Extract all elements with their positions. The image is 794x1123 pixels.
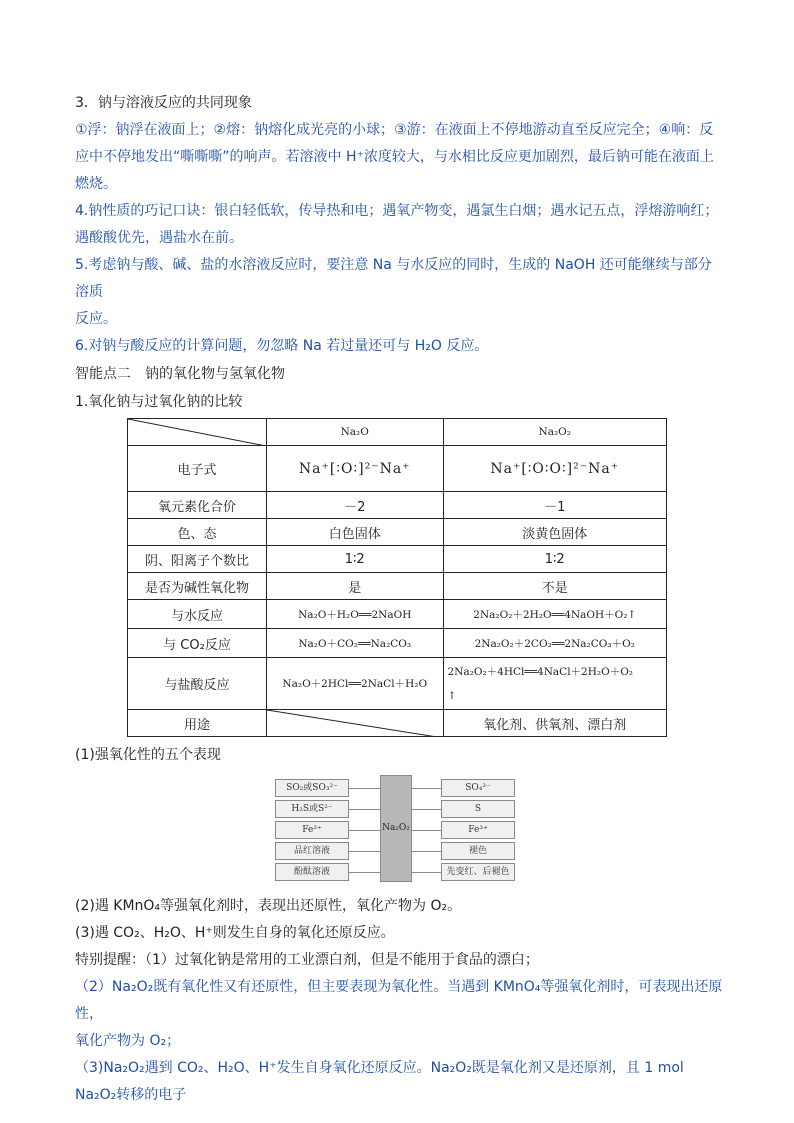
electron-formula-na2o: Na⁺[∶O∶]²⁻Na⁺ — [267, 446, 444, 492]
left-box: SO₂或SO₃²⁻ — [275, 779, 349, 797]
s6-line: 6.对钠与酸反应的计算问题，勿忽略 Na 若过量还可与 H₂O 反应。 — [75, 338, 489, 354]
tip2-line1: （2）Na₂O₂既有氧化性又有还原性，但主要表现为氧化性。当遇到 KMnO₄等强氧化剂时，可表现出还原性， — [75, 979, 723, 1022]
connector-line — [412, 851, 441, 852]
s5-line2: 反应。 — [75, 311, 117, 327]
s4-line1: 4.钠性质的巧记口诀：银白轻低软，传导热和电；遇氧产物变，遇氯生白烟；遇水记五点，浮熔游响红； — [75, 203, 719, 219]
cell — [443, 658, 667, 710]
left-box: 品红溶液 — [275, 842, 349, 860]
connector-line — [412, 872, 441, 873]
comparison-table — [127, 418, 667, 737]
s3-line1: ①浮：钠浮在液面上；②熔：钠熔化成光亮的小球；③游：在液面上不停地游动直至反应完全；④响：反 — [75, 122, 714, 138]
s4-line2: 遇酸酸优先，遇盐水在前。 — [75, 230, 243, 246]
diagonal-line — [128, 419, 266, 446]
cell: 不是 — [443, 573, 667, 600]
cell: 2Na₂O₂＋2H₂O══4NaOH＋O₂↑ — [443, 600, 667, 629]
row-label: 色、态 — [128, 519, 267, 546]
connector-line — [349, 851, 380, 852]
connector-line — [349, 830, 380, 831]
connector-line — [349, 809, 380, 810]
point1: (1)强氧化性的五个表现 — [75, 747, 221, 763]
tip2-line2: 氧化产物为 O₂； — [75, 1033, 181, 1049]
right-box: 褪色 — [441, 842, 515, 860]
corner-cell — [128, 419, 267, 446]
section3-title: 3．钠与溶液反应的共同现象 — [75, 95, 252, 111]
tip3-line: （3)Na₂O₂遇到 CO₂、H₂O、H⁺发生自身氧化还原反应。Na₂O₂既是氧化剂又是还原剂，且 1 mol Na₂O₂转移的电子 — [75, 1060, 684, 1103]
cell: 是 — [267, 573, 444, 600]
cell: Na₂O＋CO₂══Na₂CO₃ — [267, 629, 444, 658]
point2: (2)遇 KMnO₄等强氧化剂时，表现出还原性，氧化产物为 O₂。 — [75, 898, 462, 914]
right-box: S — [441, 800, 515, 818]
row-label: 与 CO₂反应 — [128, 629, 267, 658]
connector-line — [412, 809, 441, 810]
cell: Na₂O＋2HCl══2NaCl＋H₂O — [267, 658, 444, 710]
cell: 氧化剂、供氧剂、漂白剂 — [443, 710, 667, 737]
point3: (3)遇 CO₂、H₂O、H⁺则发生自身的氧化还原反应。 — [75, 925, 395, 941]
row-label: 用途 — [128, 710, 267, 737]
s3-line2: 应中不停地发出“嘶嘶嘶”的响声。若溶液中 H⁺浓度较大，与水相比反应更加剧烈，最后钠可能在液面上 — [75, 149, 714, 165]
s5-line1: 5.考虑钠与酸、碱、盐的水溶液反应时，要注意 Na 与水反应的同时，生成的 NaOH 还可能继续与部分溶质 — [75, 257, 712, 300]
diagonal-line — [267, 710, 437, 737]
left-box: H₂S或S²⁻ — [275, 800, 349, 818]
cell: Na₂O＋H₂O══2NaOH — [267, 600, 444, 629]
header-na2o2: Na₂O₂ — [443, 419, 667, 446]
right-box: 先变红、后褪色 — [441, 863, 515, 881]
cell: －2 — [267, 492, 444, 519]
cell-line1: 2Na₂O₂＋4HCl══4NaCl＋2H₂O＋O₂ — [447, 665, 634, 678]
row-label: 与水反应 — [128, 600, 267, 629]
left-box: 酚酞溶液 — [275, 863, 349, 881]
cell: 淡黄色固体 — [443, 519, 667, 546]
center-na2o2: Na₂O₂ — [380, 775, 412, 882]
subsection1-heading: 1.氧化钠与过氧化钠的比较 — [75, 394, 243, 410]
cell: －1 — [443, 492, 667, 519]
right-box: SO₄²⁻ — [441, 779, 515, 797]
connector-line — [412, 788, 441, 789]
page-content — [75, 90, 725, 1109]
row-label: 阴、阳离子个数比 — [128, 546, 267, 573]
row-label: 是否为碱性氧化物 — [128, 573, 267, 600]
cell: 1∶2 — [267, 546, 444, 573]
cell: 白色固体 — [267, 519, 444, 546]
row-label: 与盐酸反应 — [128, 658, 267, 710]
tip1: 特别提醒：（1）过氧化钠是常用的工业漂白剂，但是不能用于食品的漂白； — [75, 952, 539, 968]
row-label: 电子式 — [128, 446, 267, 492]
empty-cell — [267, 710, 444, 737]
connector-line — [412, 830, 441, 831]
electron-formula-na2o2: Na⁺[∶O∶O∶]²⁻Na⁺ — [443, 446, 667, 492]
cell: 2Na₂O₂＋2CO₂══2Na₂CO₃＋O₂ — [443, 629, 667, 658]
header-na2o: Na₂O — [267, 419, 444, 446]
s3-line3: 燃烧。 — [75, 176, 117, 192]
cell-line2: ↑ — [447, 689, 457, 702]
row-label: 氧元素化合价 — [128, 492, 267, 519]
connector-line — [349, 788, 380, 789]
oxidation-flow-diagram — [275, 775, 520, 885]
left-box: Fe²⁺ — [275, 821, 349, 839]
section2-heading: 智能点二 钠的氧化物与氢氧化物 — [75, 366, 285, 382]
connector-line — [349, 872, 380, 873]
cell: 1∶2 — [443, 546, 667, 573]
right-box: Fe³⁺ — [441, 821, 515, 839]
